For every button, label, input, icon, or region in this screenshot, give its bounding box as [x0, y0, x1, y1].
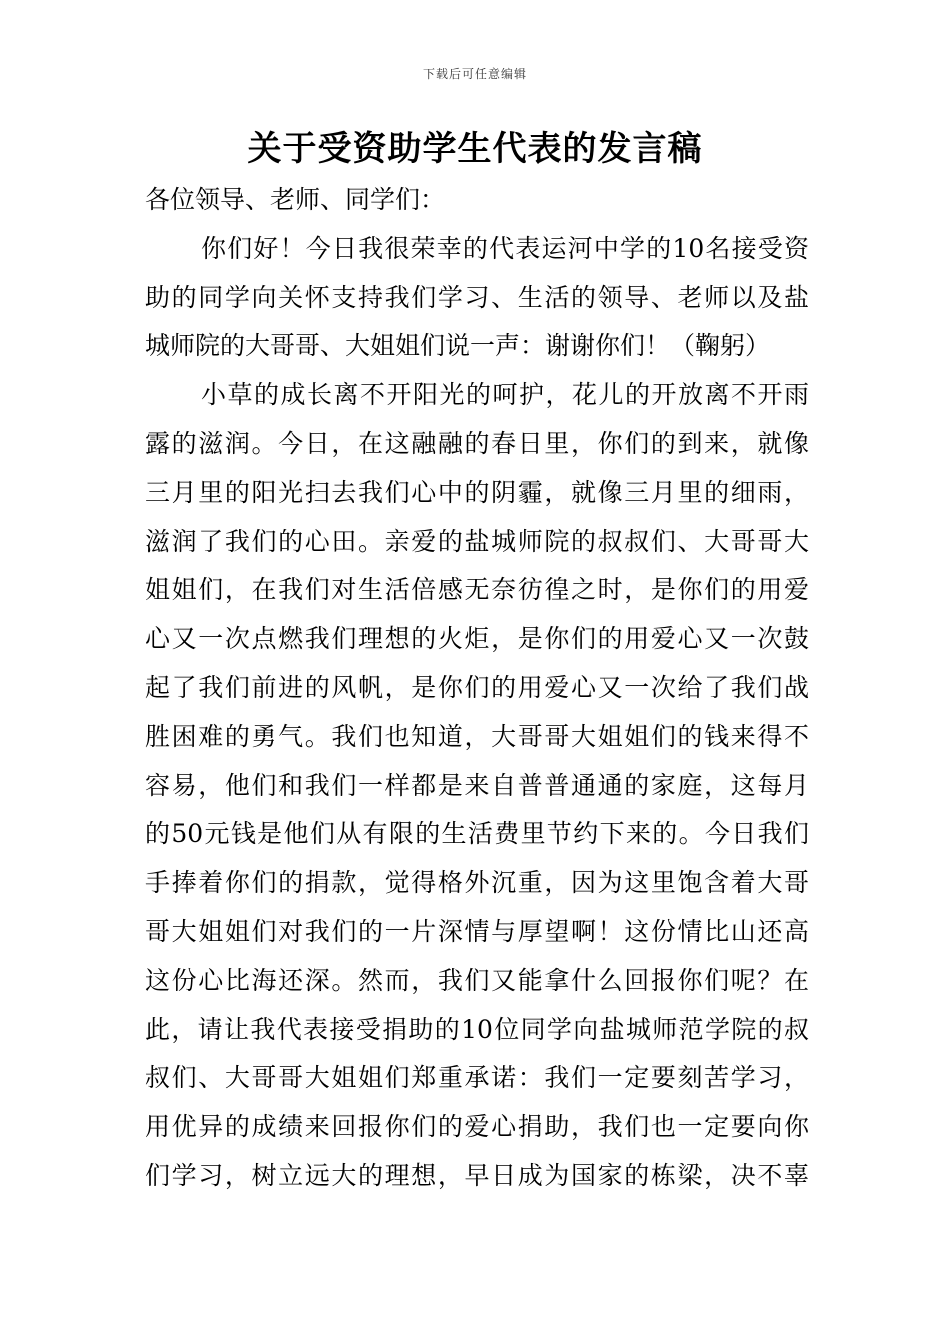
- paragraph-line: 胜困难的勇气。我们也知道，大哥哥大姐姐们的钱来得不: [145, 721, 809, 751]
- page-header-note: 下载后可任意编辑: [422, 67, 527, 81]
- paragraph-line: 叔们、大哥哥大姐姐们郑重承诺：我们一定要刻苦学习，: [145, 1063, 809, 1093]
- paragraph-2: [145, 371, 809, 1201]
- paragraph-line: 此，请让我代表接受捐助的10位同学向盐城师范学院的叔: [145, 1014, 809, 1044]
- paragraph-line: 滋润了我们的心田。亲爱的盐城师院的叔叔们、大哥哥大: [145, 526, 809, 556]
- document-body: [145, 176, 809, 1201]
- paragraph-line: 哥大姐姐们对我们的一片深情与厚望啊！这份情比山还高: [145, 916, 809, 946]
- paragraph-line: 城师院的大哥哥、大姐姐们说一声：谢谢你们！（鞠躬）: [145, 331, 771, 361]
- paragraph-line: 你们好！今日我很荣幸的代表运河中学的10名接受资: [201, 233, 809, 263]
- paragraph-line: 这份心比海还深。然而，我们又能拿什么回报你们呢？在: [145, 965, 809, 995]
- paragraph-line: 手捧着你们的捐款，觉得格外沉重，因为这里饱含着大哥: [145, 868, 809, 898]
- paragraph-line: 的50元钱是他们从有限的生活费里节约下来的。今日我们: [145, 819, 809, 849]
- paragraph-line: 姐姐们，在我们对生活倍感无奈彷徨之时，是你们的用爱: [145, 575, 809, 605]
- paragraph-line: 们学习，树立远大的理想，早日成为国家的栋梁，决不辜: [145, 1160, 809, 1190]
- salutation: 各位领导、老师、同学们：: [145, 185, 446, 214]
- paragraph-line: 心又一次点燃我们理想的火炬，是你们的用爱心又一次鼓: [145, 624, 809, 654]
- document-title: 关于受资助学生代表的发言稿: [247, 129, 703, 169]
- paragraph-line: 起了我们前进的风帆，是你们的用爱心又一次给了我们战: [145, 672, 809, 702]
- paragraph-line: 用优异的成绩来回报你们的爱心捐助，我们也一定要向你: [145, 1112, 809, 1142]
- paragraph-1: [145, 225, 809, 371]
- paragraph-line: 露的滋润。今日，在这融融的春日里，你们的到来，就像: [145, 428, 809, 458]
- paragraph-line: 助的同学向关怀支持我们学习、生活的领导、老师以及盐: [145, 282, 809, 312]
- paragraph-line: 容易，他们和我们一样都是来自普普通通的家庭，这每月: [145, 770, 809, 800]
- paragraph-line: 小草的成长离不开阳光的呵护，花儿的开放离不开雨: [201, 380, 809, 410]
- paragraph-line: 三月里的阳光扫去我们心中的阴霾，就像三月里的细雨，: [145, 477, 809, 507]
